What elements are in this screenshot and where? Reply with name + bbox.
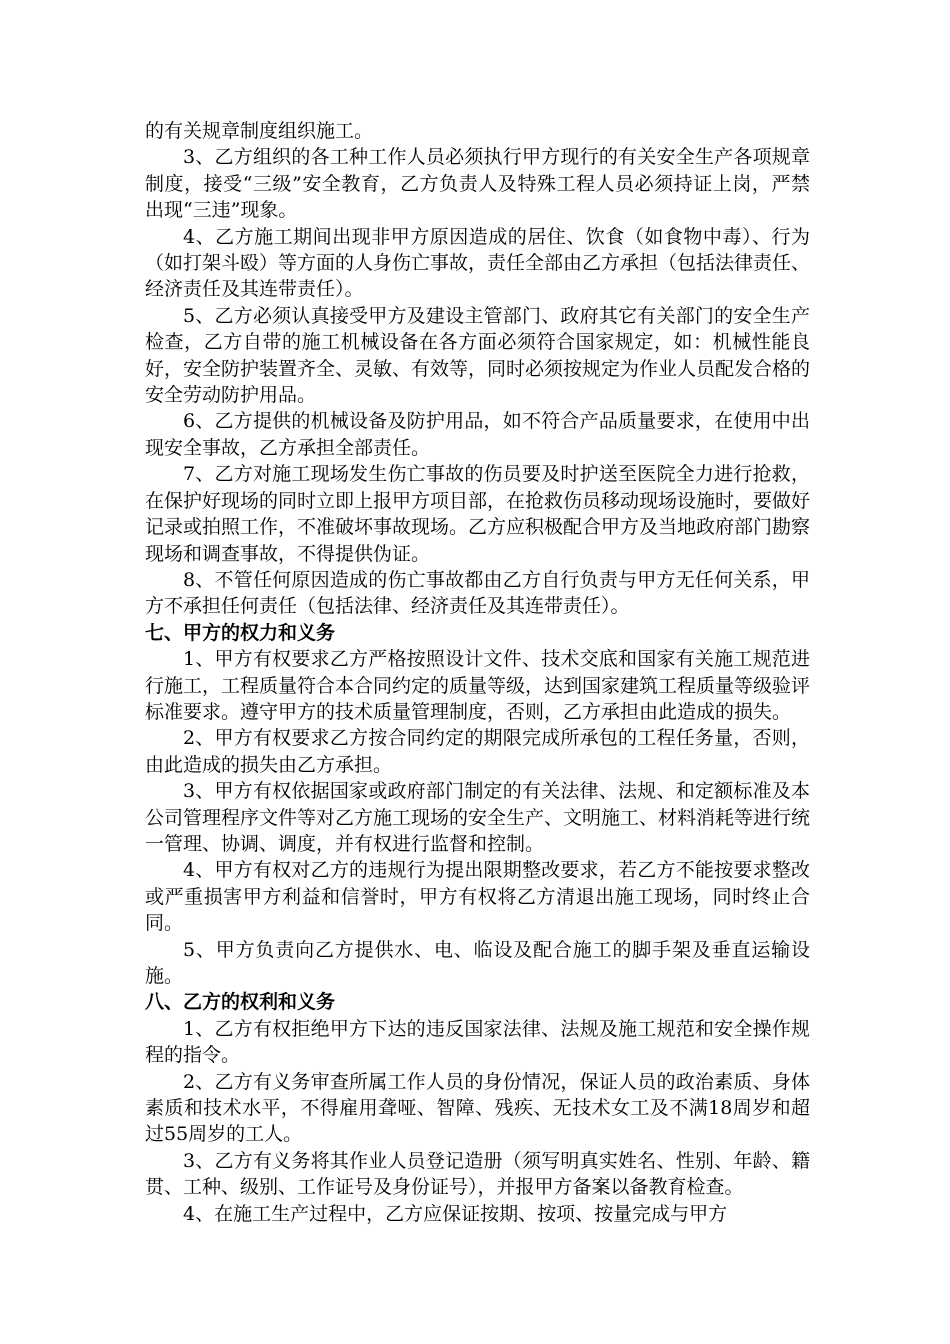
paragraph-clause-7-3: 3、甲方有权依据国家或政府部门制定的有关法律、法规、和定额标准及本公司管理程序文件等对乙方施工现场的安全生产、文明施工、材料消耗等进行统一管理、协调、调度，并有权进行监督和控制。	[145, 780, 811, 855]
paragraph-clause-8-2: 2、乙方有义务审查所属工作人员的身份情况，保证人员的政治素质、身体素质和技术水平，不得雇用聋哑、智障、残疾、无技术女工及不满18周岁和超过55周岁的工人。	[145, 1070, 810, 1146]
paragraph-clause-6-3: 3、乙方组织的各工种工作人员必须执行甲方现行的有关安全生产各项规章制度，接受“三级”安全教育，乙方负责人及特殊工程人员必须持证上岗，严禁出现“三违”现象。	[145, 146, 810, 222]
paragraph-clause-7-5: 5、甲方负责向乙方提供水、电、临设及配合施工的脚手架及垂直运输设施。	[145, 938, 810, 987]
section-heading-7: 七、甲方的权力和义务	[145, 621, 336, 644]
section-heading-8: 八、乙方的权利和义务	[145, 991, 336, 1014]
paragraph-clause-7-1: 1、甲方有权要求乙方严格按照设计文件、技术交底和国家有关施工规范进行施工，工程质量符合本合同约定的质量等级，达到国家建筑工程质量等级验评标准要求。遵守甲方的技术质量管理制度，否则，乙方承担由此造成的损失。	[145, 648, 811, 723]
paragraph-clause-6-5: 5、乙方必须认真接受甲方及建设主管部门、政府其它有关部门的安全生产检查，乙方自带的施工机械设备在各方面必须符合国家规定，如：机械性能良好，安全防护装置齐全、灵敏、有效等，同时必须按规定为作业人员配发合格的安全劳动防护用品。	[145, 304, 811, 407]
paragraph-clause-8-4: 4、在施工生产过程中，乙方应保证按期、按项、按量完成与甲方	[183, 1202, 728, 1225]
paragraph-clause-6-7: 7、乙方对施工现场发生伤亡事故的伤员要及时护送至医院全力进行抢救，在保护好现场的同时立即上报甲方项目部，在抢救伤员移动现场设施时，要做好记录或拍照工作，不准破坏事故现场。乙方应积极配合甲方及当地政府部门勘察现场和调查事故，不得提供伪证。	[145, 463, 811, 565]
paragraph-clause-6-4: 4、乙方施工期间出现非甲方原因造成的居住、饮食（如食物中毒）、行为（如打架斗殴）等方面的人身伤亡事故，责任全部由乙方承担（包括法律责任、经济责任及其连带责任）。	[145, 225, 811, 301]
paragraph-clause-8-1: 1、乙方有权拒绝甲方下达的违反国家法律、法规及施工规范和安全操作规程的指令。	[145, 1017, 810, 1067]
paragraph-clause-6-8: 8、不管任何原因造成的伤亡事故都由乙方自行负责与甲方无任何关系，甲方不承担任何责任（包括法律、经济责任及其连带责任）。	[145, 568, 810, 618]
document-body	[145, 118, 810, 1227]
paragraph-clause-7-2: 2、甲方有权要求乙方按合同约定的期限完成所承包的工程任务量，否则，由此造成的损失由乙方承担。	[145, 727, 810, 776]
paragraph-clause-8-3: 3、乙方有义务将其作业人员登记造册（须写明真实姓名、性别、年龄、籍贯、工种、级别、工作证号及身份证号），并报甲方备案以备教育检查。	[145, 1149, 810, 1199]
paragraph-clause-6-6: 6、乙方提供的机械设备及防护用品，如不符合产品质量要求，在使用中出现安全事故，乙方承担全部责任。	[145, 410, 810, 459]
paragraph-continuation: 的有关规章制度组织施工。	[145, 120, 374, 142]
paragraph-clause-7-4: 4、甲方有权对乙方的违规行为提出限期整改要求，若乙方不能按要求整改或严重损害甲方利益和信誉时，甲方有权将乙方清退出施工现场，同时终止合同。	[145, 859, 810, 935]
